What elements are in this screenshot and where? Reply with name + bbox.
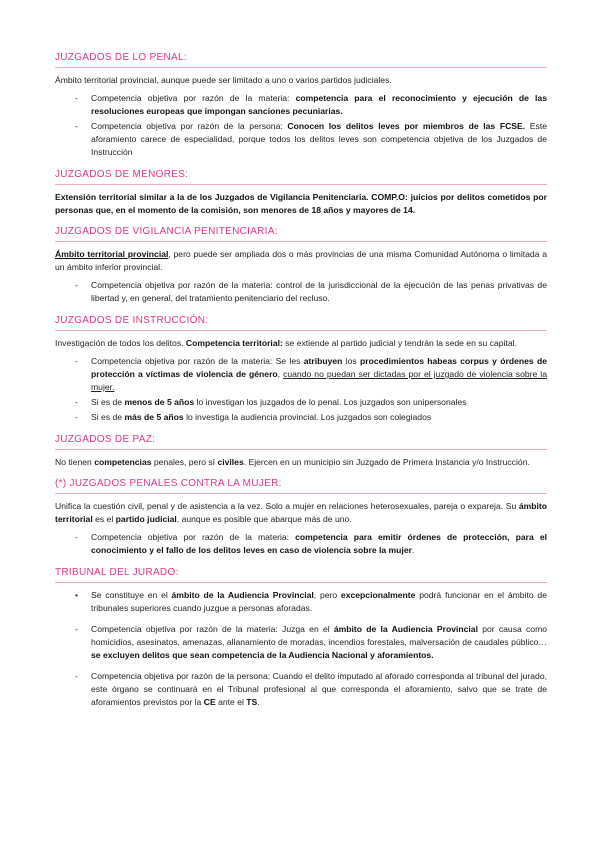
section-paz (55, 430, 547, 469)
bullet-marker: - (75, 624, 78, 634)
text-run: Conocen los delitos leves por miembros de las FCSE. (287, 121, 526, 131)
text-run: lo investiga la audiencia provincial. Los juzgados son colegiados (183, 412, 432, 422)
bullet-marker: - (75, 532, 78, 542)
text-run: . (411, 545, 415, 555)
bullet-marker: - (75, 671, 78, 681)
text-run: es el (92, 514, 116, 524)
text-run: Este aforamiento carece de especialidad, porque todos los delitos leves son competencia objetiva de los Juzgados de Instrucción (91, 121, 547, 157)
list-item (55, 120, 547, 159)
text-run: Competencia objetiva por razón de la materia: control de la jurisdiccional de la ejecución de las penas privativas de libertad y, en general, del tratamiento penitenciario del recluso. (91, 280, 547, 303)
text-run: partido judicial (115, 514, 177, 524)
text-run: más de 5 años (124, 412, 184, 422)
text-run: competencias (94, 457, 152, 467)
text-run: por causa como homicidios, asesinatos, amenazas, allanamiento de moradas, incendios forestales, malversación de caudales público… (91, 624, 548, 647)
text-run: lo investigan los juzgados de lo penal. Los juzgados son unipersonales (194, 397, 467, 407)
text-run: ámbito de la Audiencia Provincial (333, 624, 478, 634)
list-item (55, 355, 547, 394)
list-item (55, 411, 547, 424)
text-run: los (342, 356, 360, 366)
paragraph (55, 500, 547, 526)
text-run: Investigación de todos los delitos. (55, 338, 186, 348)
section-instruccion (55, 311, 547, 424)
text-run: Competencia objetiva por razón de la materia: Se les (91, 356, 304, 366)
section-mujer (55, 474, 547, 557)
section-heading: (*) JUZGADOS PENALES CONTRA LA MUJER: (55, 474, 547, 494)
document-page (55, 48, 547, 717)
text-run: , pero (313, 590, 341, 600)
text-run: Extensión territorial similar a la de los Juzgados de Vigilancia Penitenciaria. COMP.O: juicios por delitos cometidos por personas que, en el momento de la comisión, son menores de 18 años y mayores de 14. (55, 192, 547, 215)
section-heading: JUZGADOS DE PAZ: (55, 430, 547, 450)
text-run: ámbito territorial (55, 501, 547, 524)
section-heading: JUZGADOS DE MENORES: (55, 165, 547, 185)
text-run: , (277, 369, 284, 379)
text-run: ante el (215, 697, 247, 707)
text-run: Competencia objetiva por razón de la persona: (91, 121, 288, 131)
bullet-list (55, 589, 547, 709)
text-run: CE (203, 697, 216, 707)
paragraph (55, 337, 547, 350)
text-run: Competencia objetiva por razón de la persona: Cuando el delito imputado al aforado corresponda al tribunal del jurado, este órgano se continuará en el Tribunal profesional al que corresponda el aforamiento, salvo que se trate de aforamientos previstos por la (91, 671, 547, 707)
text-run: atribuyen (303, 356, 343, 366)
paragraph (55, 74, 547, 87)
list-item (55, 623, 547, 662)
bullet-marker: - (75, 356, 78, 366)
bullet-list (55, 279, 547, 305)
text-run: . (257, 697, 260, 707)
text-run: penales, pero sí (151, 457, 218, 467)
section-heading: JUZGADOS DE LO PENAL: (55, 48, 547, 68)
section-heading: JUZGADOS DE VIGILANCIA PENITENCIARIA: (55, 222, 547, 242)
text-run: cuando no puedan ser dictadas por el juzgado de violencia sobre la mujer. (91, 369, 547, 392)
text-run: podrá funcionar en el ámbito de tribunales superiores cuando juzgue a personas aforadas. (91, 590, 547, 613)
text-run: Competencia objetiva por razón de la materia: (91, 532, 296, 542)
text-run: Unifica la cuestión civil, penal y de asistencia a la vez. Solo a mujer en relaciones heterosexuales, pareja o expareja. Su (55, 501, 519, 511)
text-run: procedimientos habeas corpus y órdenes de protección a víctimas de violencia de género (91, 356, 547, 379)
list-item (55, 589, 547, 615)
section-penal (55, 48, 547, 159)
bullet-list (55, 531, 547, 557)
text-run: Ámbito territorial provincial, aunque puede ser limitado a uno o varios partidos judiciales. (55, 75, 392, 85)
section-menores (55, 165, 547, 217)
paragraph (55, 456, 547, 469)
list-item (55, 279, 547, 305)
list-item (55, 396, 547, 409)
text-run: excepcionalmente (340, 590, 416, 600)
bullet-marker: • (75, 590, 79, 600)
bullet-list (55, 92, 547, 159)
section-jurado (55, 563, 547, 709)
text-run: ámbito de la Audiencia Provincial (171, 590, 314, 600)
text-run: se excluyen delitos que sean competencia de la Audiencia Nacional y aforamientos. (91, 650, 434, 660)
text-run: , pero puede ser ampliada dos o más provincias de una misma Comunidad Autónoma o limitada a un ámbito inferior provincial. (55, 249, 547, 272)
paragraph (55, 248, 547, 274)
section-heading: JUZGADOS DE INSTRUCCIÓN: (55, 311, 547, 331)
paragraph (55, 191, 547, 217)
bullet-marker: - (75, 93, 78, 103)
bullet-marker: - (75, 397, 78, 407)
text-run: Si es de (91, 397, 125, 407)
text-run: Competencia territorial: (185, 338, 283, 348)
text-run: civiles (217, 457, 244, 467)
section-vigilancia (55, 222, 547, 305)
list-item (55, 670, 547, 709)
text-run: competencia para el reconocimiento y ejecución de las resoluciones europeas que impongan sanciones pecuniarias. (91, 93, 547, 116)
text-run: No tienen (55, 457, 95, 467)
bullet-marker: - (75, 412, 78, 422)
text-run: TS (246, 697, 258, 707)
text-run: . Ejercen en un municipio sin Juzgado de Primera Instancia y/o Instrucción. (243, 457, 530, 467)
text-run: Ámbito territorial provincial (55, 249, 169, 259)
text-run: Se constituye en el (91, 590, 172, 600)
bullet-marker: - (75, 280, 78, 290)
section-heading: TRIBUNAL DEL JURADO: (55, 563, 547, 583)
list-item (55, 531, 547, 557)
text-run: Si es de (91, 412, 125, 422)
bullet-marker: - (75, 121, 78, 131)
text-run: Competencia objetiva por razón de la materia: Juzga en el (91, 624, 334, 634)
text-run: se extiende al partido judicial y tendrán la sede en su capital. (282, 338, 517, 348)
text-run: Competencia objetiva por razón de la materia: (91, 93, 296, 103)
bullet-list (55, 355, 547, 424)
text-run: , aunque es posible que abarque más de uno. (176, 514, 352, 524)
text-run: competencia para emitir órdenes de protección, para el conocimiento y el fallo de los delitos leves en caso de violencia sobre la mujer (91, 532, 547, 555)
list-item (55, 92, 547, 118)
text-run: menos de 5 años (124, 397, 195, 407)
